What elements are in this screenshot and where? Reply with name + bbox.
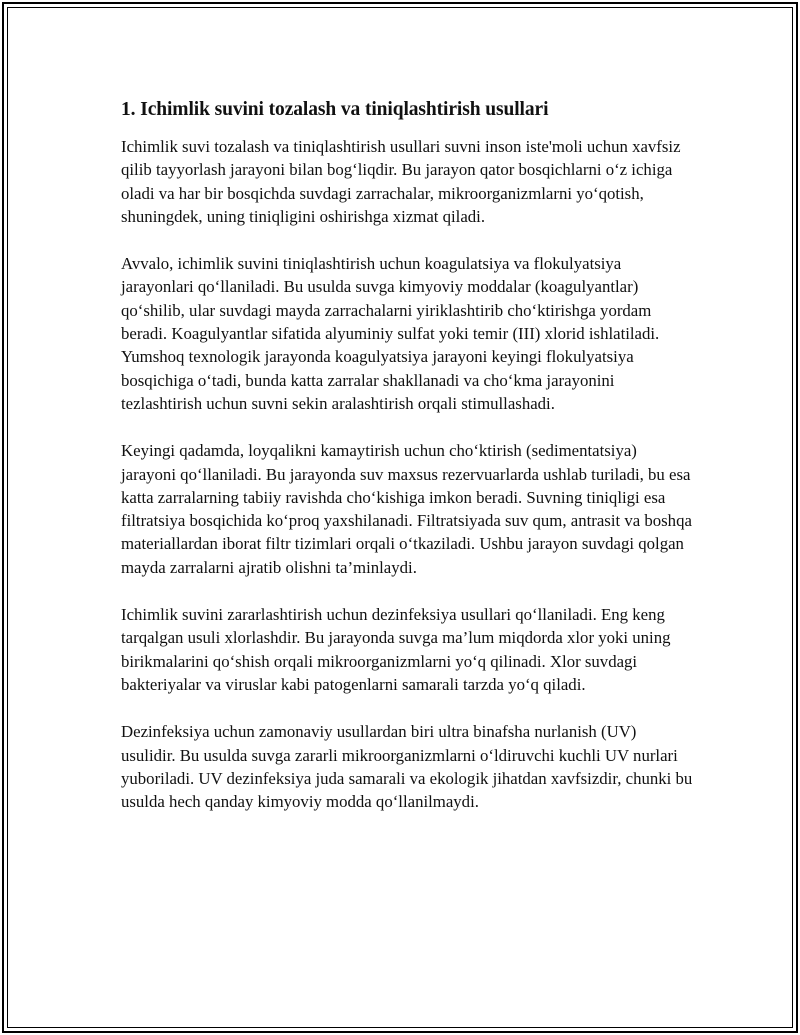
page-border xyxy=(2,2,798,1033)
paragraph-chlorination: Ichimlik suvini zararlashtirish uchun dezinfeksiya usullari qo‘llaniladi. Eng keng tarqalgan usuli xlorlashdir. Bu jarayonda suvga ma’lum miqdorda xlor yoki uning birikmalarini qo‘shish orqali mikroorganizmlarni yo‘q qilinadi. Xlor suvdagi bakteriyalar va viruslar kabi patogenlarni samarali tarzda yo‘q qiladi. xyxy=(121,605,671,694)
paragraph-coagulation: Avvalo, ichimlik suvini tiniqlashtirish uchun koagulatsiya va flokulyatsiya jarayonlari qo‘llaniladi. Bu usulda suvga kimyoviy moddalar (koagulyantlar) qo‘shilib, ular suvdagi mayda zarrachalarni yiriklashtirib cho‘ktirishga yordam beradi. Koagulyantlar sifatida alyuminiy sulfat yoki temir (III) xlorid ishlatiladi. Yumshoq texnologik jarayonda koagulyatsiya jarayoni keyingi flokulyatsiya bosqichiga o‘tadi, bunda katta zarralar shakllanadi va cho‘kma jarayonini tezlashtirish uchun suvni sekin aralashtirish orqali stimullashadi. xyxy=(121,254,660,413)
paragraph-uv-disinfection: Dezinfeksiya uchun zamonaviy usullardan biri ultra binafsha nurlanish (UV) usulidir. Bu usulda suvga zararli mikroorganizmlarni o‘ldiruvchi kuchli UV nurlari yuboriladi. UV dezinfeksiya juda samarali va ekologik jihatdan xavfsizdir, chunki bu usulda hech qanday kimyoviy modda qo‘llanilmaydi. xyxy=(121,722,693,812)
paragraph-sedimentation: Keyingi qadamda, loyqalikni kamaytirish uchun cho‘ktirish (sedimentatsiya) jarayoni qo‘llaniladi. Bu jarayonda suv maxsus rezervuarlarda ushlab turiladi, bu esa katta zarralarning tabiiy ravishda cho‘kishiga imkon beradi. Suvning tiniqligi esa filtratsiya bosqichida ko‘proq yaxshilanadi. Filtratsiyada suv qum, antrasit va boshqa materiallardan iborat filtr tizimlari orqali o‘tkaziladi. Ushbu jarayon suvdagi qolgan mayda zarralarni ajratib olishni ta’minlaydi. xyxy=(121,441,692,577)
section-title: 1. Ichimlik suvini tozalash va tiniqlashtirish usullari xyxy=(121,99,549,120)
paragraph-intro: Ichimlik suvi tozalash va tiniqlashtirish usullari suvni inson iste'moli uchun xavfsiz qilib tayyorlash jarayoni bilan bog‘liqdir. Bu jarayon qator bosqichlarni o‘z ichiga oladi va har bir bosqichda suvdagi zarrachalar, mikroorganizmlarni yo‘qotish, shuningdek, uning tiniqligini oshirishga xizmat qiladi. xyxy=(121,137,681,226)
document-body xyxy=(121,97,693,837)
